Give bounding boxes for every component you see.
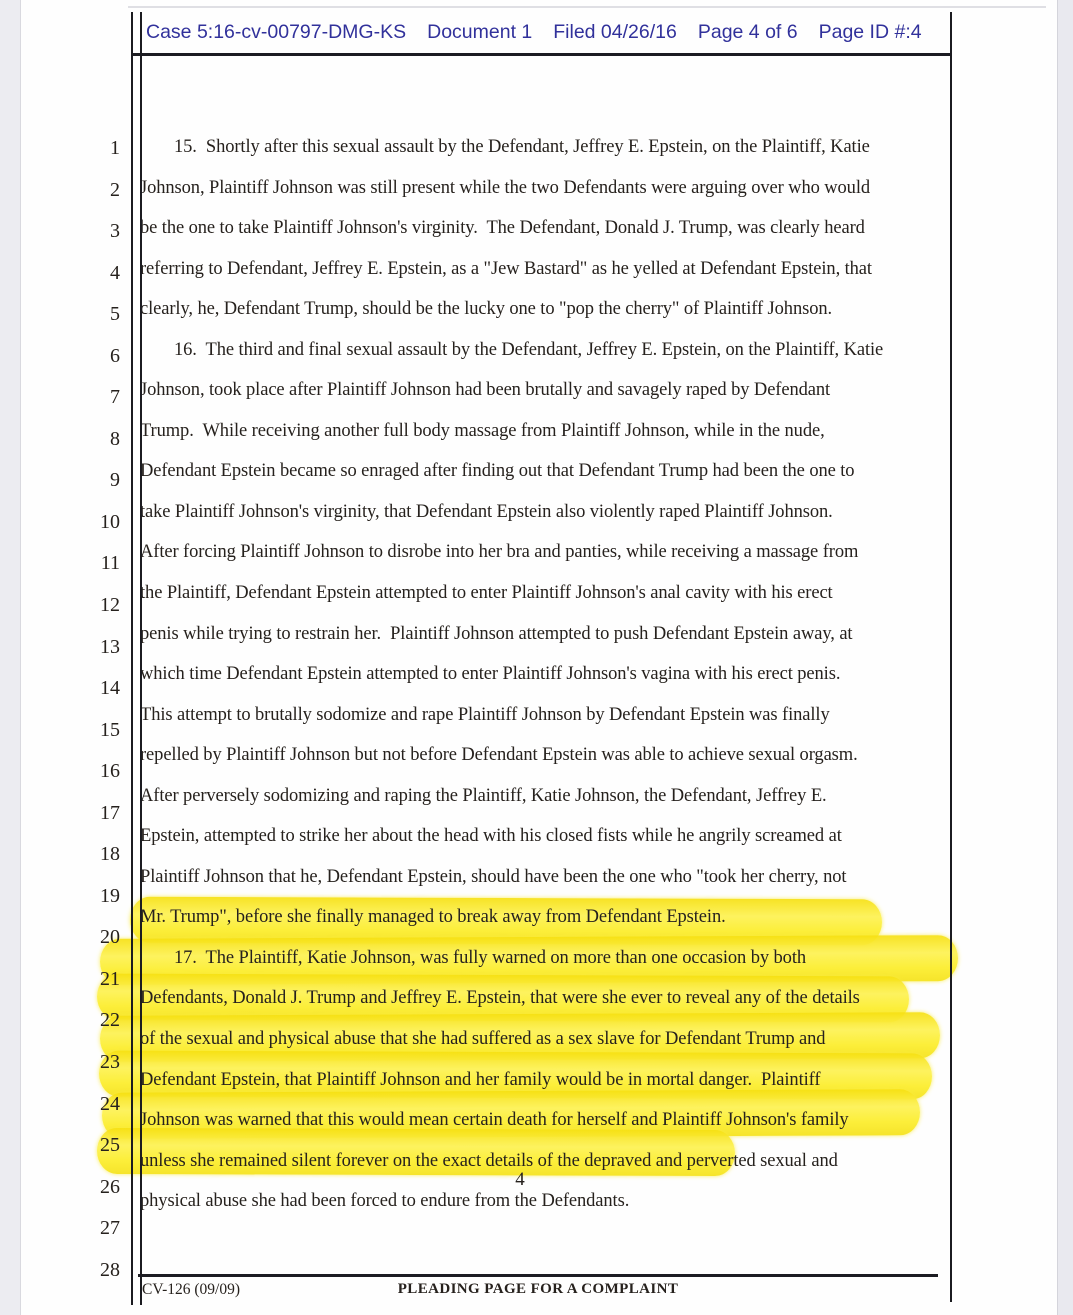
line-number: 22	[100, 1009, 120, 1032]
scan-edge-right	[1057, 0, 1073, 1315]
text-line: which time Defendant Epstein attempted to enter Plaintiff Johnson's vagina with his erect penis.	[140, 664, 841, 685]
line-number: 6	[110, 344, 120, 367]
line-number: 8	[110, 427, 120, 450]
text-line: of the sexual and physical abuse that she had suffered as a sex slave for Defendant Trump and	[140, 1029, 826, 1050]
line-number: 3	[110, 220, 120, 243]
line-number: 25	[100, 1134, 120, 1157]
line-number: 1	[110, 137, 120, 159]
scan-edge-top	[128, 6, 1046, 8]
left-double-rule	[131, 12, 142, 1305]
page-number: 4	[515, 1169, 525, 1190]
line-number: 17	[100, 801, 120, 824]
text-line: be the one to take Plaintiff Johnson's virginity. The Defendant, Donald J. Trump, was clearly heard	[140, 218, 865, 239]
text-line: penis while trying to restrain her. Plaintiff Johnson attempted to push Defendant Epstein away, at	[140, 623, 853, 644]
pleading-text-column	[140, 132, 952, 1267]
line-number: 15	[100, 718, 120, 741]
line-number: 16	[100, 760, 120, 783]
text-line: Plaintiff Johnson that he, Defendant Epstein, should have been the one who "took her cherry, not	[140, 866, 847, 887]
line-number: 10	[100, 510, 120, 533]
text-line: take Plaintiff Johnson's virginity, that Defendant Epstein also violently raped Plaintiff Johnson.	[140, 501, 833, 522]
line-number: 26	[100, 1175, 120, 1198]
text-line: After perversely sodomizing and raping the Plaintiff, Katie Johnson, the Defendant, Jeffrey E.	[140, 785, 827, 806]
text-line: unless she remained silent forever on the exact details of the depraved and perverted sexual and	[140, 1150, 838, 1171]
line-number: 9	[110, 469, 120, 492]
text-line: repelled by Plaintiff Johnson but not before Defendant Epstein was able to achieve sexual orgasm.	[140, 745, 858, 766]
filed-date: Filed 04/26/16	[553, 21, 677, 43]
text-line: Defendants, Donald J. Trump and Jeffrey E. Epstein, that were she ever to reveal any of the details	[140, 988, 860, 1009]
case-number: Case 5:16-cv-00797-DMG-KS	[146, 21, 407, 43]
text-line: Trump. While receiving another full body massage from Plaintiff Johnson, while in the nude,	[140, 420, 825, 441]
text-line: Defendant Epstein became so enraged after finding out that Defendant Trump had been the one to	[140, 461, 855, 482]
text-line: 17. The Plaintiff, Katie Johnson, was fully warned on more than one occasion by both	[174, 947, 807, 968]
scan-edge-left	[0, 0, 21, 1315]
line-number: 11	[100, 552, 120, 575]
line-number: 23	[100, 1051, 120, 1074]
line-number: 21	[100, 967, 120, 990]
line-number: 13	[100, 635, 120, 658]
text-line: Epstein, attempted to strike her about the head with his closed fists while he angrily screamed at	[140, 826, 842, 847]
line-number: 2	[110, 178, 120, 201]
line-number: 27	[100, 1217, 120, 1240]
line-number: 18	[100, 843, 120, 866]
text-line: Johnson, Plaintiff Johnson was still present while the two Defendants were arguing over who would	[140, 177, 871, 198]
text-line: 15. Shortly after this sexual assault by the Defendant, Jeffrey E. Epstein, on the Plaintiff, Katie	[174, 137, 870, 157]
header-underline	[133, 53, 952, 56]
line-number: 28	[100, 1258, 120, 1281]
page-count: Page 4 of 6	[697, 21, 798, 43]
text-line: Defendant Epstein, that Plaintiff Johnson and her family would be in mortal danger. Plaintiff	[140, 1069, 821, 1090]
right-rule	[950, 12, 952, 1302]
line-number: 12	[100, 594, 120, 617]
ecf-header-stamp	[146, 21, 946, 44]
footer-title: PLEADING PAGE FOR A COMPLAINT	[397, 1281, 679, 1297]
line-number: 5	[110, 303, 120, 326]
footer-rule	[138, 1274, 938, 1277]
line-number: 14	[100, 677, 120, 700]
text-line: After forcing Plaintiff Johnson to disrobe into her bra and panties, while receiving a massage from	[140, 542, 859, 563]
line-number: 24	[100, 1092, 120, 1115]
page-id: Page ID #:4	[818, 21, 922, 43]
line-number: 20	[100, 926, 120, 949]
line-number: 4	[110, 261, 120, 284]
text-line	[140, 1227, 952, 1268]
text-line: Johnson, took place after Plaintiff Johnson had been brutally and savagely raped by Defendant	[140, 380, 831, 401]
text-line: Johnson was warned that this would mean certain death for herself and Plaintiff Johnson's family	[140, 1110, 849, 1131]
text-line: This attempt to brutally sodomize and rape Plaintiff Johnson by Defendant Epstein was finally	[140, 704, 830, 725]
document-number: Document 1	[427, 21, 533, 43]
line-number: 19	[100, 884, 120, 907]
text-line: referring to Defendant, Jeffrey E. Epstein, as a "Jew Bastard" as he yelled at Defendant Epstein, that	[140, 258, 872, 279]
text-line: Mr. Trump", before she finally managed to break away from Defendant Epstein.	[140, 907, 726, 928]
text-line: 16. The third and final sexual assault by the Defendant, Jeffrey E. Epstein, on the Plaintiff, Katie	[174, 339, 884, 360]
form-number: CV-126 (09/09)	[142, 1281, 241, 1298]
text-line: physical abuse she had been forced to endure from the Defendants.	[140, 1191, 630, 1212]
text-line: the Plaintiff, Defendant Epstein attempted to enter Plaintiff Johnson's anal cavity with his erect	[140, 583, 833, 604]
line-number: 7	[110, 386, 120, 409]
text-line: clearly, he, Defendant Trump, should be the lucky one to "pop the cherry" of Plaintiff Johnson.	[140, 299, 833, 320]
